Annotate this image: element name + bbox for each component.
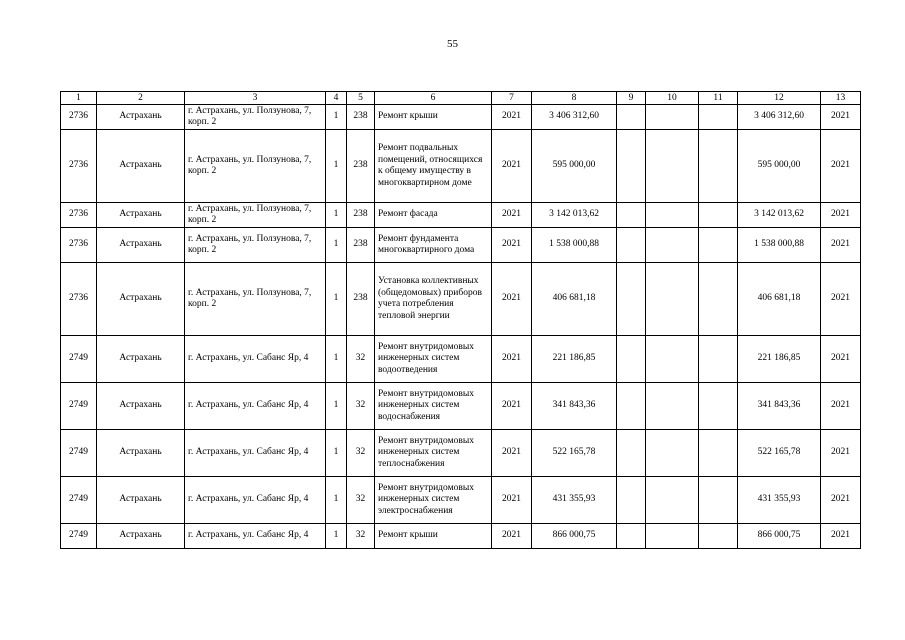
work-type-cell: Ремонт внутридомовых инженерных систем водоснабжения <box>375 383 492 430</box>
table-row <box>61 430 861 477</box>
column-number: 6 <box>375 92 492 105</box>
col4-cell: 1 <box>326 228 347 263</box>
col9-cell <box>617 524 646 549</box>
house-id-cell: 2749 <box>61 477 97 524</box>
col9-cell <box>617 477 646 524</box>
col10-cell <box>646 383 699 430</box>
col11-cell <box>699 430 738 477</box>
col4-cell: 1 <box>326 477 347 524</box>
col9-cell <box>617 130 646 203</box>
col5-cell: 238 <box>347 105 375 130</box>
col5-cell: 238 <box>347 130 375 203</box>
col5-cell: 32 <box>347 477 375 524</box>
col5-cell: 238 <box>347 228 375 263</box>
city-cell: Астрахань <box>97 105 185 130</box>
city-cell: Астрахань <box>97 228 185 263</box>
col4-cell: 1 <box>326 524 347 549</box>
col11-cell <box>699 477 738 524</box>
total-cell: 341 843,36 <box>738 383 821 430</box>
column-number: 3 <box>185 92 326 105</box>
total-cell: 595 000,00 <box>738 130 821 203</box>
city-cell: Астрахань <box>97 263 185 336</box>
work-type-cell: Ремонт внутридомовых инженерных систем теплоснабжения <box>375 430 492 477</box>
col5-cell: 238 <box>347 203 375 228</box>
year-cell: 2021 <box>492 203 532 228</box>
cost-cell: 406 681,18 <box>532 263 617 336</box>
year-cell: 2021 <box>492 430 532 477</box>
house-id-cell: 2736 <box>61 228 97 263</box>
address-cell: г. Астрахань, ул. Сабанс Яр, 4 <box>185 477 326 524</box>
col11-cell <box>699 228 738 263</box>
table-row <box>61 228 861 263</box>
column-number-row <box>61 92 861 105</box>
work-type-cell: Установка коллективных (общедомовых) приборов учета потребления тепловой энергии <box>375 263 492 336</box>
col13-cell: 2021 <box>821 430 861 477</box>
work-type-cell: Ремонт внутридомовых инженерных систем водоотведения <box>375 336 492 383</box>
column-number: 11 <box>699 92 738 105</box>
col10-cell <box>646 263 699 336</box>
col11-cell <box>699 383 738 430</box>
col13-cell: 2021 <box>821 130 861 203</box>
column-number: 13 <box>821 92 861 105</box>
col10-cell <box>646 228 699 263</box>
col4-cell: 1 <box>326 383 347 430</box>
col10-cell <box>646 477 699 524</box>
column-number: 10 <box>646 92 699 105</box>
cost-cell: 221 186,85 <box>532 336 617 383</box>
work-type-cell: Ремонт внутридомовых инженерных систем электроснабжения <box>375 477 492 524</box>
col10-cell <box>646 203 699 228</box>
city-cell: Астрахань <box>97 130 185 203</box>
col11-cell <box>699 130 738 203</box>
table-row <box>61 130 861 203</box>
work-type-cell: Ремонт фасада <box>375 203 492 228</box>
city-cell: Астрахань <box>97 430 185 477</box>
col9-cell <box>617 336 646 383</box>
col5-cell: 32 <box>347 383 375 430</box>
address-cell: г. Астрахань, ул. Сабанс Яр, 4 <box>185 383 326 430</box>
col11-cell <box>699 524 738 549</box>
col4-cell: 1 <box>326 130 347 203</box>
house-id-cell: 2749 <box>61 430 97 477</box>
cost-cell: 522 165,78 <box>532 430 617 477</box>
house-id-cell: 2749 <box>61 383 97 430</box>
work-type-cell: Ремонт крыши <box>375 105 492 130</box>
city-cell: Астрахань <box>97 383 185 430</box>
address-cell: г. Астрахань, ул. Ползунова, 7, корп. 2 <box>185 228 326 263</box>
total-cell: 221 186,85 <box>738 336 821 383</box>
table-row <box>61 524 861 549</box>
column-number: 1 <box>61 92 97 105</box>
col5-cell: 32 <box>347 430 375 477</box>
work-type-cell: Ремонт крыши <box>375 524 492 549</box>
col13-cell: 2021 <box>821 228 861 263</box>
col13-cell: 2021 <box>821 383 861 430</box>
works-table <box>60 91 861 549</box>
address-cell: г. Астрахань, ул. Ползунова, 7, корп. 2 <box>185 203 326 228</box>
col13-cell: 2021 <box>821 477 861 524</box>
col10-cell <box>646 524 699 549</box>
address-cell: г. Астрахань, ул. Сабанс Яр, 4 <box>185 336 326 383</box>
col11-cell <box>699 263 738 336</box>
year-cell: 2021 <box>492 105 532 130</box>
col5-cell: 238 <box>347 263 375 336</box>
col10-cell <box>646 105 699 130</box>
col13-cell: 2021 <box>821 524 861 549</box>
col5-cell: 32 <box>347 524 375 549</box>
total-cell: 522 165,78 <box>738 430 821 477</box>
column-number: 9 <box>617 92 646 105</box>
address-cell: г. Астрахань, ул. Сабанс Яр, 4 <box>185 430 326 477</box>
page-number: 55 <box>447 38 458 50</box>
cost-cell: 431 355,93 <box>532 477 617 524</box>
work-type-cell: Ремонт фундамента многоквартирного дома <box>375 228 492 263</box>
house-id-cell: 2736 <box>61 130 97 203</box>
col4-cell: 1 <box>326 336 347 383</box>
house-id-cell: 2736 <box>61 263 97 336</box>
col4-cell: 1 <box>326 430 347 477</box>
address-cell: г. Астрахань, ул. Ползунова, 7, корп. 2 <box>185 130 326 203</box>
city-cell: Астрахань <box>97 336 185 383</box>
year-cell: 2021 <box>492 336 532 383</box>
column-number: 8 <box>532 92 617 105</box>
cost-cell: 595 000,00 <box>532 130 617 203</box>
cost-cell: 3 406 312,60 <box>532 105 617 130</box>
city-cell: Астрахань <box>97 477 185 524</box>
col10-cell <box>646 130 699 203</box>
col9-cell <box>617 383 646 430</box>
col9-cell <box>617 263 646 336</box>
column-number: 2 <box>97 92 185 105</box>
col11-cell <box>699 203 738 228</box>
column-number: 4 <box>326 92 347 105</box>
table-row <box>61 203 861 228</box>
house-id-cell: 2749 <box>61 524 97 549</box>
table-row <box>61 383 861 430</box>
cost-cell: 866 000,75 <box>532 524 617 549</box>
column-number: 7 <box>492 92 532 105</box>
table-row <box>61 263 861 336</box>
table-row <box>61 477 861 524</box>
year-cell: 2021 <box>492 524 532 549</box>
col13-cell: 2021 <box>821 105 861 130</box>
total-cell: 431 355,93 <box>738 477 821 524</box>
col10-cell <box>646 430 699 477</box>
year-cell: 2021 <box>492 263 532 336</box>
table-row <box>61 105 861 130</box>
address-cell: г. Астрахань, ул. Сабанс Яр, 4 <box>185 524 326 549</box>
cost-cell: 1 538 000,88 <box>532 228 617 263</box>
col9-cell <box>617 203 646 228</box>
year-cell: 2021 <box>492 383 532 430</box>
total-cell: 406 681,18 <box>738 263 821 336</box>
col4-cell: 1 <box>326 105 347 130</box>
total-cell: 3 142 013,62 <box>738 203 821 228</box>
col11-cell <box>699 336 738 383</box>
address-cell: г. Астрахань, ул. Ползунова, 7, корп. 2 <box>185 263 326 336</box>
total-cell: 1 538 000,88 <box>738 228 821 263</box>
house-id-cell: 2736 <box>61 105 97 130</box>
col11-cell <box>699 105 738 130</box>
col13-cell: 2021 <box>821 263 861 336</box>
year-cell: 2021 <box>492 228 532 263</box>
col9-cell <box>617 228 646 263</box>
house-id-cell: 2736 <box>61 203 97 228</box>
col5-cell: 32 <box>347 336 375 383</box>
cost-cell: 3 142 013,62 <box>532 203 617 228</box>
col13-cell: 2021 <box>821 203 861 228</box>
address-cell: г. Астрахань, ул. Ползунова, 7, корп. 2 <box>185 105 326 130</box>
year-cell: 2021 <box>492 477 532 524</box>
house-id-cell: 2749 <box>61 336 97 383</box>
col4-cell: 1 <box>326 203 347 228</box>
column-number: 5 <box>347 92 375 105</box>
col10-cell <box>646 336 699 383</box>
col9-cell <box>617 430 646 477</box>
cost-cell: 341 843,36 <box>532 383 617 430</box>
city-cell: Астрахань <box>97 203 185 228</box>
total-cell: 3 406 312,60 <box>738 105 821 130</box>
col9-cell <box>617 105 646 130</box>
year-cell: 2021 <box>492 130 532 203</box>
column-number: 12 <box>738 92 821 105</box>
work-type-cell: Ремонт подвальных помещений, относящихся к общему имуществу в многоквартирном доме <box>375 130 492 203</box>
col4-cell: 1 <box>326 263 347 336</box>
table-row <box>61 336 861 383</box>
col13-cell: 2021 <box>821 336 861 383</box>
city-cell: Астрахань <box>97 524 185 549</box>
total-cell: 866 000,75 <box>738 524 821 549</box>
